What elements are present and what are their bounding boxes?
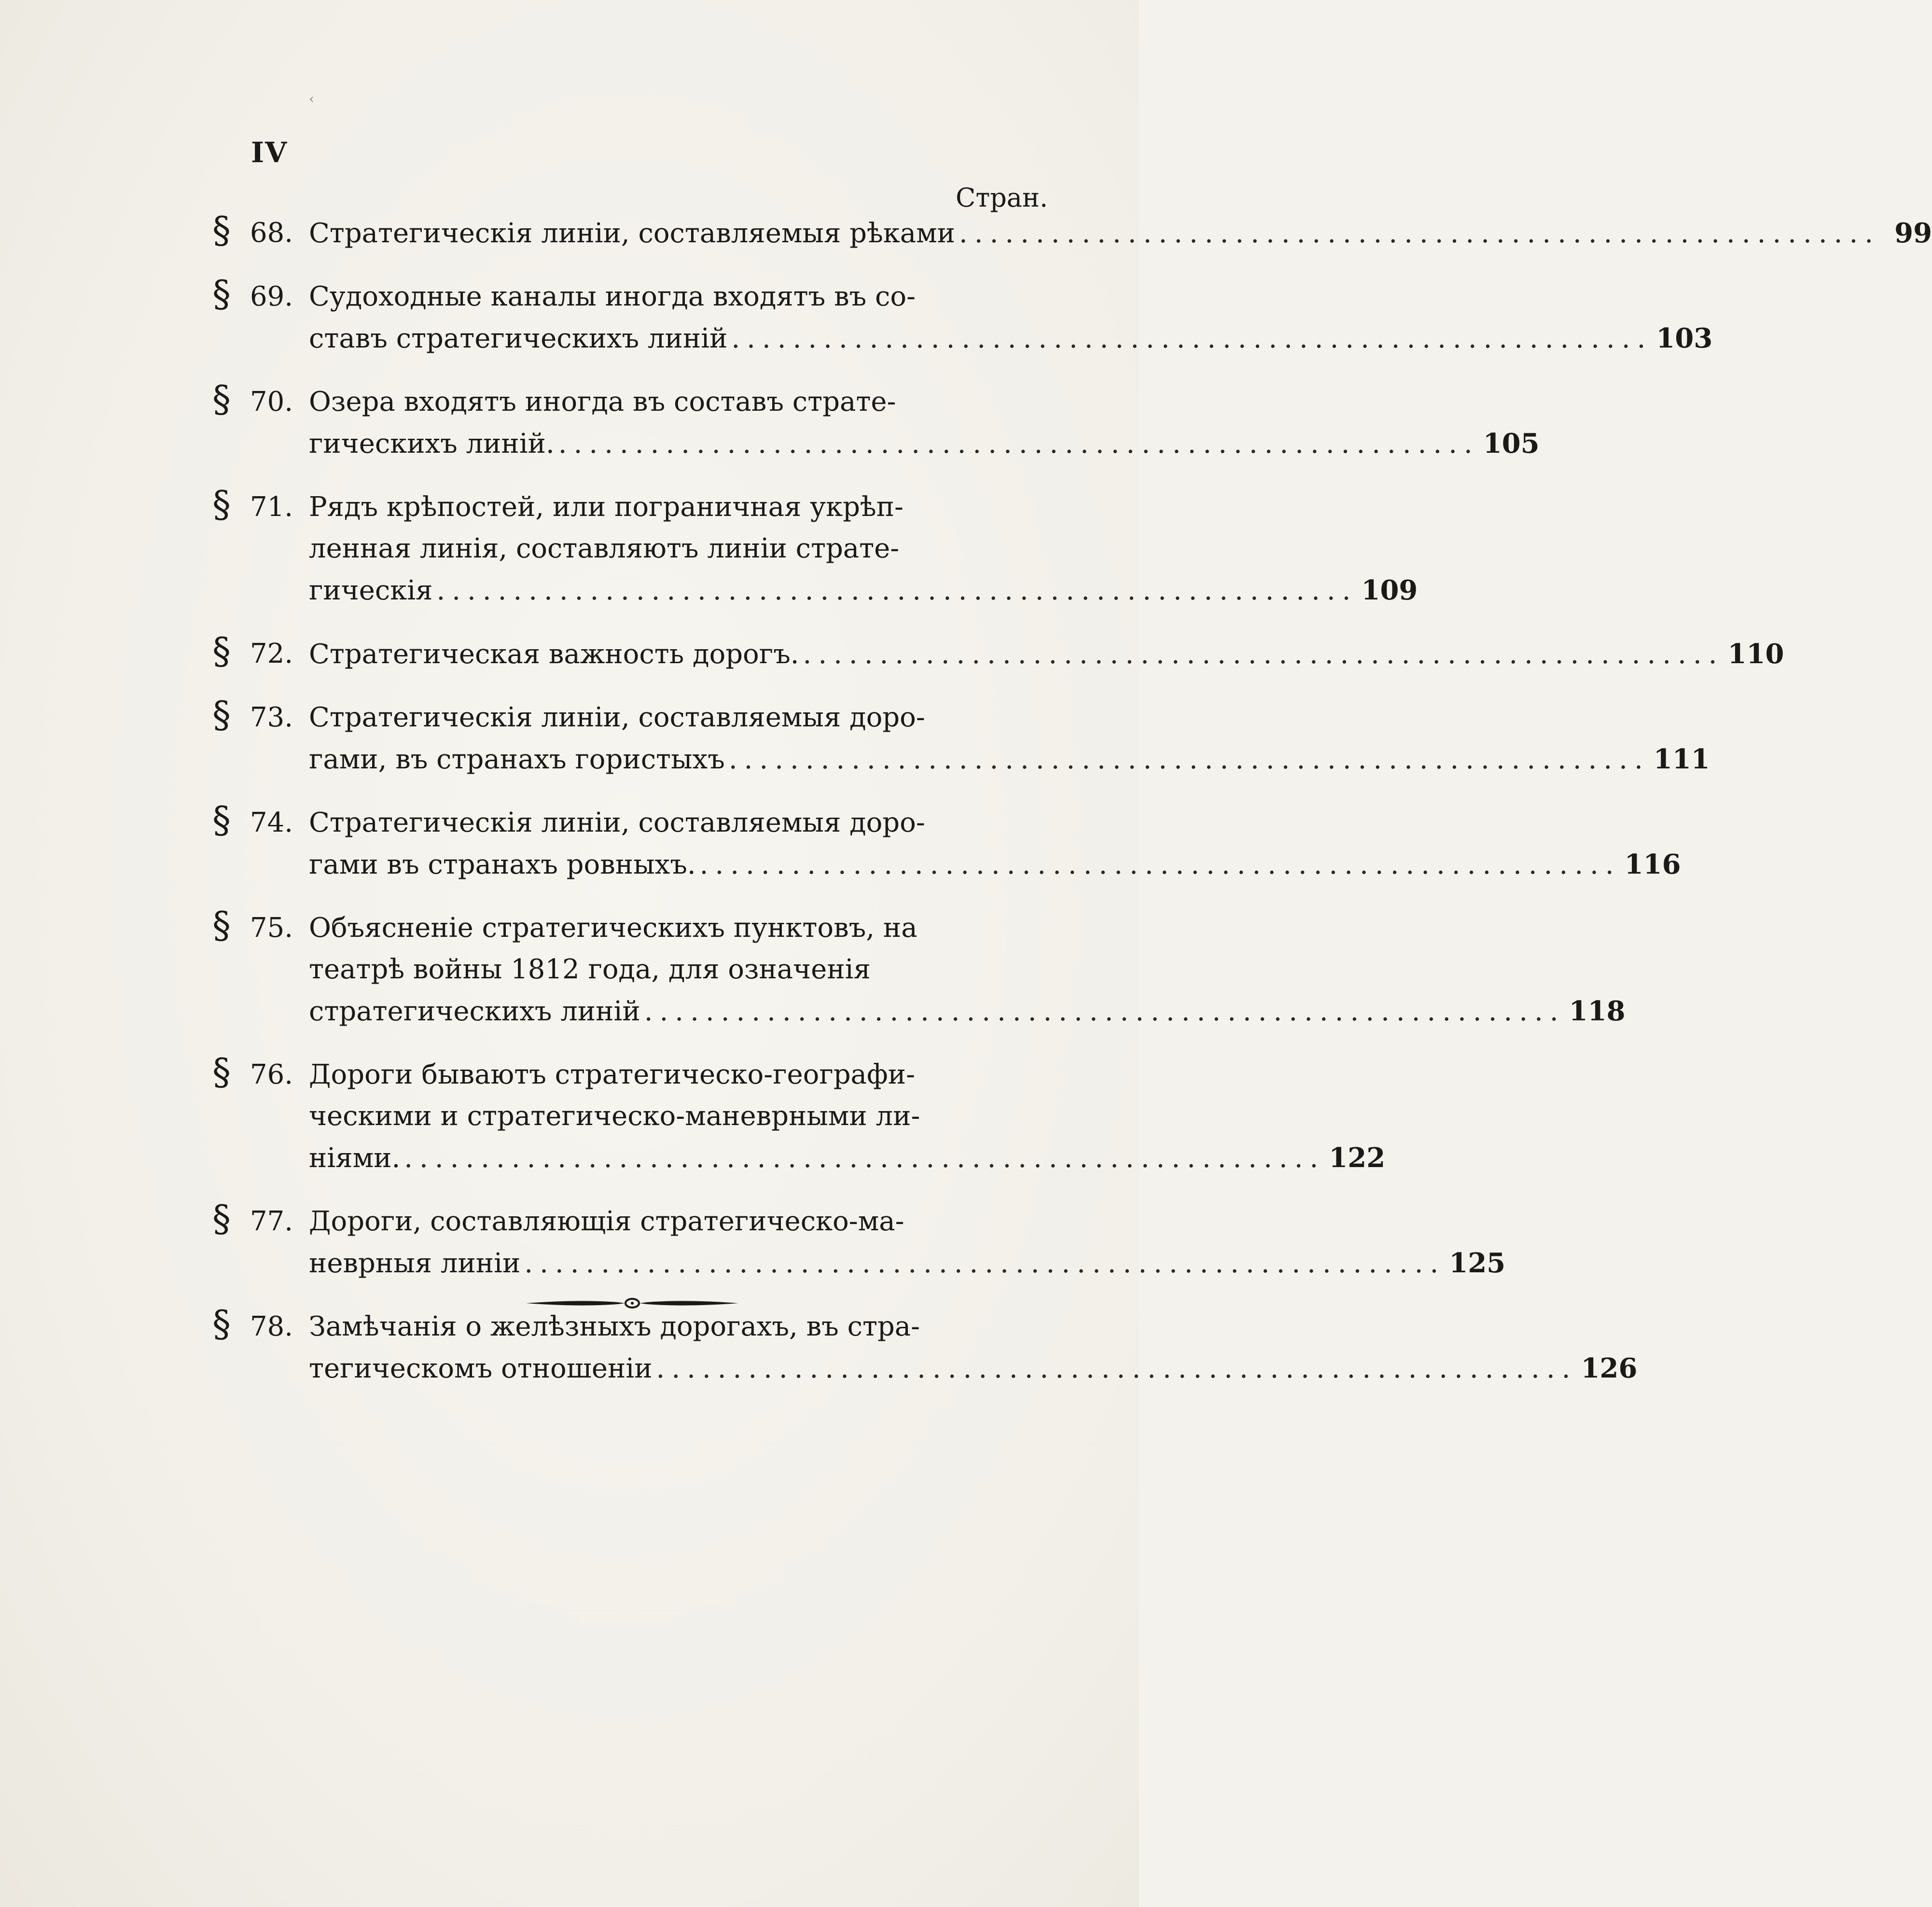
dot-leader: ............................................................ [644, 996, 1565, 1027]
page-column-header: Стран. [956, 182, 1048, 213]
section-title: гическія [309, 575, 433, 606]
section-number: 70. [250, 386, 293, 418]
stray-mark: ‹ [309, 91, 315, 107]
section-number: 73. [250, 702, 293, 733]
dot-leader: ............................................................ [656, 1353, 1577, 1384]
section-number: 77. [250, 1206, 293, 1237]
toc-line [309, 738, 1710, 780]
toc-line [309, 423, 1540, 464]
ornament-divider-icon [521, 1294, 743, 1313]
section-sign: § [212, 1302, 231, 1345]
dot-leader: ............................................................ [524, 1248, 1446, 1279]
toc-line [309, 802, 1052, 844]
section-number: 68. [250, 217, 293, 249]
page-ref: 110 [1727, 638, 1784, 670]
section-number: 78. [250, 1311, 293, 1342]
toc-line [309, 487, 1052, 528]
dot-leader: ............................................................ [728, 744, 1650, 775]
toc-line [309, 697, 1052, 738]
toc-line [309, 633, 1784, 675]
dot-leader: ............................................................ [699, 849, 1621, 880]
section-number: 74. [250, 807, 293, 838]
page-ref: 111 [1653, 743, 1710, 775]
section-title: гами въ странахъ ровныхъ. [309, 849, 696, 880]
section-sign: § [212, 693, 231, 736]
section-number: 76. [250, 1059, 293, 1090]
toc-line [309, 1348, 1638, 1389]
section-number: 75. [250, 912, 293, 944]
section-number: 71. [250, 491, 293, 523]
section-title: Озера входятъ иногда въ составъ страте- [309, 386, 896, 418]
toc-line [309, 381, 1052, 423]
section-sign: § [212, 377, 231, 420]
section-title: Стратегическая важность дорогъ. [309, 639, 799, 670]
section-sign: § [212, 1050, 231, 1093]
section-sign: § [212, 904, 231, 947]
section-title: Дороги бываютъ стратегическо-географи- [309, 1059, 916, 1090]
section-sign: § [212, 798, 231, 841]
toc-line [309, 276, 1052, 318]
section-number: 72. [250, 638, 293, 669]
section-title: стратегическихъ линій [309, 996, 640, 1027]
toc-line [309, 570, 1418, 611]
toc-line [309, 990, 1626, 1032]
toc-entry [212, 1050, 1386, 1179]
page-ref: 118 [1569, 995, 1626, 1027]
section-title: неврныя линіи [309, 1248, 521, 1279]
table-of-contents [212, 209, 1932, 1411]
dot-leader: ............................................................ [731, 323, 1653, 354]
toc-line [309, 949, 1052, 990]
toc-line [309, 907, 1052, 949]
page-ref: 105 [1483, 428, 1540, 459]
toc-line [309, 1096, 1052, 1137]
toc-entry [212, 693, 1710, 780]
section-title: гическихъ линій. [309, 428, 555, 459]
section-title: Объясненіе стратегическихъ пунктовъ, на [309, 912, 917, 944]
section-title: Замѣчанія о желѣзныхъ дорогахъ, въ стра- [309, 1311, 920, 1342]
toc-line [309, 318, 1713, 359]
toc-entry [212, 1197, 1506, 1284]
toc-entry [212, 1302, 1638, 1389]
section-title: Стратегическія линіи, составляемыя доро- [309, 807, 925, 838]
dot-leader: ............................................................ [404, 1142, 1325, 1174]
toc-line [309, 844, 1681, 885]
page-ref: 126 [1581, 1352, 1638, 1384]
page-ref: 103 [1656, 322, 1713, 354]
page-ref: 116 [1624, 849, 1681, 880]
page-ref: 99 [1894, 217, 1932, 249]
section-number: 69. [250, 281, 293, 312]
toc-line [309, 1137, 1386, 1179]
section-title: ческими и стратегическо-маневрными ли- [309, 1100, 920, 1132]
toc-line [309, 1242, 1506, 1284]
section-sign: § [212, 272, 231, 315]
page-ref: 109 [1361, 574, 1418, 606]
section-title: ставъ стратегическихъ линій [309, 323, 728, 354]
section-title: театрѣ войны 1812 года, для означенія [309, 954, 871, 985]
section-title: Судоходные каналы иногда входятъ въ со- [309, 281, 916, 312]
section-title: Рядъ крѣпостей, или пограничная укрѣп- [309, 491, 903, 523]
toc-entry [212, 209, 1932, 254]
dot-leader: ............................................................ [959, 218, 1880, 249]
toc-entry [212, 272, 1713, 359]
page-ref: 122 [1329, 1142, 1386, 1174]
dot-leader: ............................................................ [803, 639, 1724, 670]
toc-entry [212, 377, 1540, 464]
toc-entry [212, 629, 1784, 675]
section-sign: § [212, 483, 231, 526]
toc-line [309, 1201, 1052, 1242]
toc-entry [212, 483, 1418, 611]
section-title: тегическомъ отношеніи [309, 1353, 653, 1384]
section-title: Дороги, составляющія стратегическо-ма- [309, 1206, 904, 1237]
section-sign: § [212, 1197, 231, 1240]
section-title: ніями. [309, 1142, 401, 1174]
section-sign: § [212, 629, 231, 672]
section-sign: § [212, 209, 231, 251]
dot-leader: ............................................................ [436, 575, 1358, 606]
toc-entry [212, 904, 1626, 1032]
page-ref: 125 [1449, 1247, 1506, 1279]
toc-line [309, 212, 1932, 254]
toc-line [309, 528, 1052, 570]
page-number: IV [251, 136, 288, 169]
toc-entry [212, 798, 1681, 885]
toc-line [309, 1054, 1052, 1096]
section-title: Стратегическія линіи, составляемыя рѣками [309, 218, 955, 249]
section-title: ленная линія, составляютъ линіи страте- [309, 533, 900, 564]
dot-leader: ............................................................ [558, 428, 1479, 459]
section-title: Стратегическія линіи, составляемыя доро- [309, 702, 925, 733]
section-title: гами, въ странахъ гористыхъ [309, 744, 725, 775]
